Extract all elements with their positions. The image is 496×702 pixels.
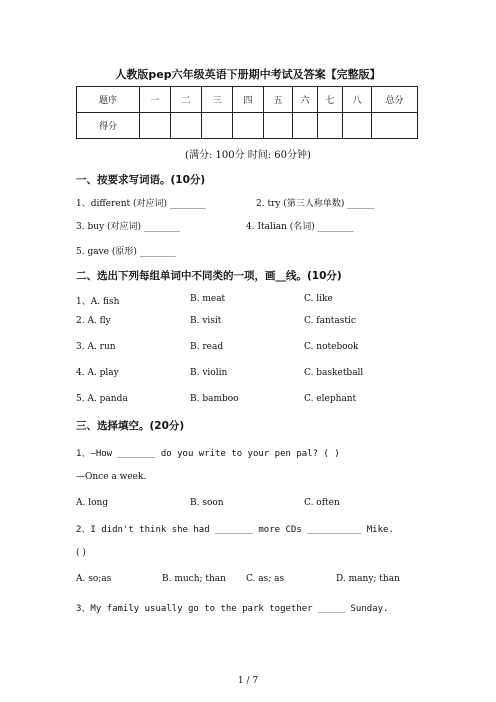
table-cell-total: 总分 (372, 87, 418, 113)
s3-question-1: 1、—How _______ do you write to your pen pal? ( ) (76, 449, 340, 459)
s2-row-3-a: 3. A. run (76, 342, 116, 352)
s2-row-1-b: B. meat (190, 294, 226, 304)
score-table-score-row (77, 113, 418, 139)
score-cell (293, 113, 318, 139)
table-cell-6: 六 (293, 87, 318, 113)
table-cell-5: 五 (264, 87, 293, 113)
s3-q1-option-a: A. long (76, 498, 109, 508)
s2-row-3-c: C. notebook (304, 342, 359, 352)
table-cell-8: 八 (343, 87, 372, 113)
s2-row-4-a: 4. A. play (76, 368, 119, 378)
s2-row-2-c: C. fantastic (304, 316, 356, 326)
s3-q1-option-c: C. often (304, 498, 340, 508)
page-number: 1 / 7 (237, 676, 259, 686)
table-cell-3: 三 (202, 87, 233, 113)
exam-info: (满分: 100分 时间: 60分钟) (185, 150, 311, 161)
section-3-heading: 三、选择填空。(20分) (76, 420, 185, 432)
table-cell-7: 七 (318, 87, 343, 113)
score-cell (318, 113, 343, 139)
s2-row-3-b: B. read (190, 342, 224, 352)
document-title: 人教版pep六年级英语下册期中考试及答案【完整版】 (115, 68, 381, 81)
score-table-header-row (77, 87, 418, 113)
s1-question-4: 4. Italian (名词) ________ (246, 222, 354, 232)
score-cell (202, 113, 233, 139)
s3-q2-option-b: B. much; than (162, 574, 226, 584)
s2-row-1-a: 1、A. fish (76, 297, 120, 307)
s2-row-2-a: 2. A. fly (76, 316, 111, 326)
score-cell (264, 113, 293, 139)
score-cell (171, 113, 202, 139)
table-cell-2: 二 (171, 87, 202, 113)
score-cell (343, 113, 372, 139)
s3-question-2-bracket: ( ) (76, 548, 86, 558)
s1-question-5: 5. gave (原形) ________ (76, 247, 176, 257)
s2-row-1-c: C. like (304, 294, 333, 304)
s2-row-2-b: B. visit (190, 316, 222, 326)
s1-question-2: 2. try (第三人称单数) ______ (256, 199, 375, 209)
table-cell-order: 题序 (77, 87, 140, 113)
score-cell (372, 113, 418, 139)
score-cell (233, 113, 264, 139)
s1-question-1: 1、different (对应词) ________ (76, 199, 206, 209)
s2-row-4-c: C. basketball (304, 368, 364, 378)
s3-q2-option-d: D. many; than (336, 574, 400, 584)
s2-row-5-c: C. elephant (304, 394, 357, 404)
s3-q2-option-c: C. as; as (246, 574, 285, 584)
section-2-heading: 二、选出下列每组单词中不同类的一项，画__线。(10分) (76, 270, 342, 282)
s2-row-5-b: B. bamboo (190, 394, 239, 404)
s3-question-3: 3、My family usually go to the park together _____ Sunday. (76, 604, 389, 614)
s3-question-1-answer: —Once a week. (76, 472, 147, 482)
s2-row-4-b: B. violin (190, 368, 228, 378)
s2-row-5-a: 5. A. panda (76, 394, 128, 404)
score-cell (140, 113, 171, 139)
s3-q1-option-b: B. soon (190, 498, 224, 508)
s1-question-3: 3. buy (对应词) ________ (76, 222, 180, 232)
s3-q2-option-a: A. so;as (76, 574, 112, 584)
table-cell-4: 四 (233, 87, 264, 113)
s3-question-2: 2、I didn't think she had _______ more CDs __________ Mike. (76, 525, 394, 535)
table-cell-score-label: 得分 (77, 113, 140, 139)
section-1-heading: 一、按要求写词语。(10分) (76, 174, 206, 186)
table-cell-1: 一 (140, 87, 171, 113)
score-table (76, 86, 418, 139)
